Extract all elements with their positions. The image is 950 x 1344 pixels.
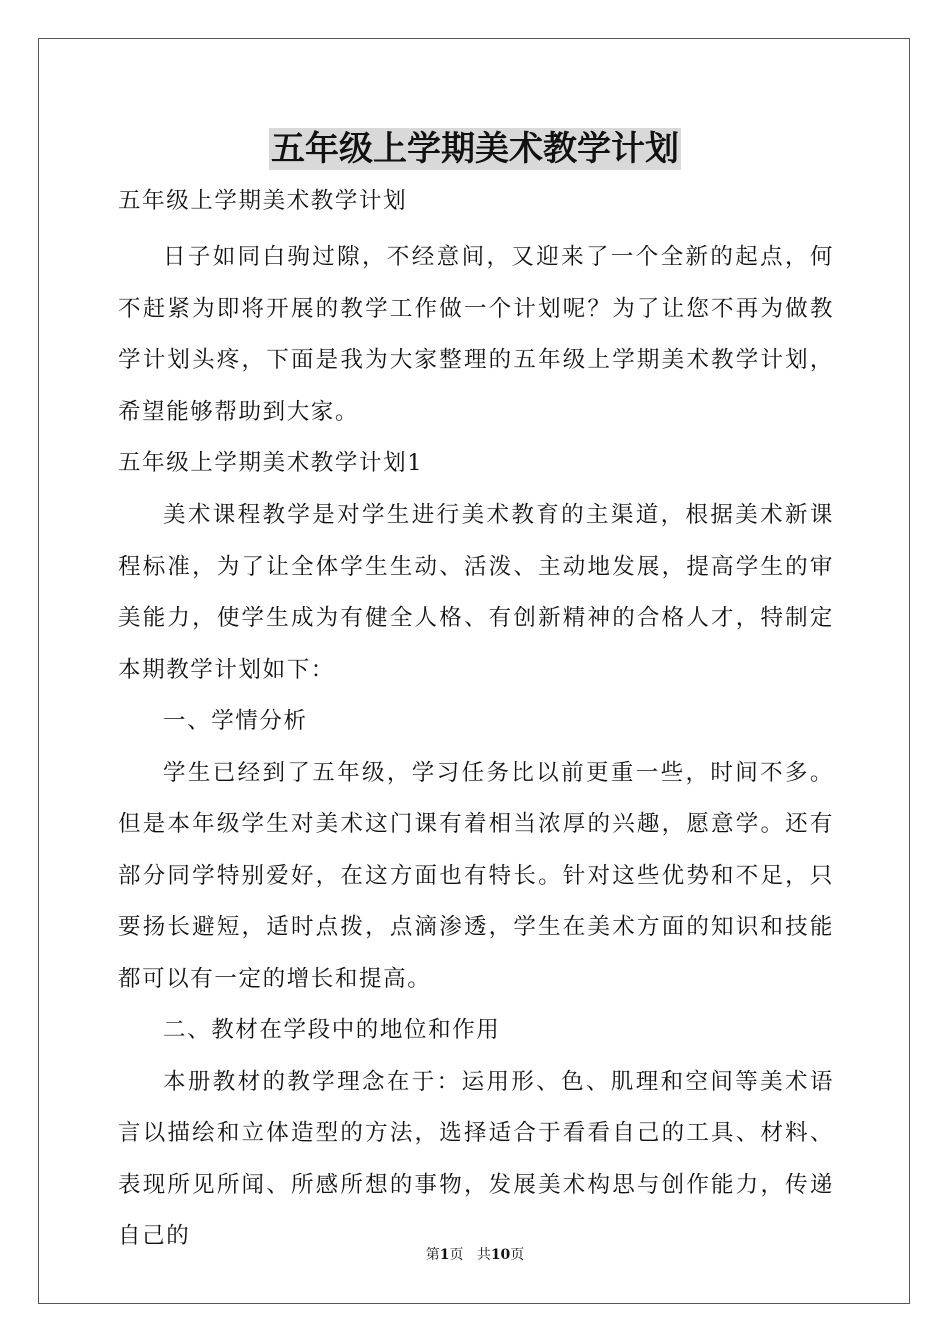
title-container [0,128,950,170]
paragraph-2: 学生已经到了五年级，学习任务比以前更重一些，时间不多。但是本年级学生对美术这门课有着相当浓厚的兴趣，愿意学。还有部分同学特别爱好，在这方面也有特长。针对这些优势和不足，只要扬长避短，适时点拨，点滴渗透，学生在美术方面的知识和技能都可以有一定的增长和提高。 [118,759,834,992]
footer-total-suffix: 页 [510,1247,525,1263]
page-footer [0,1245,950,1265]
heading-plan-1: 五年级上学期美术教学计划1 [118,450,424,476]
footer-page-suffix: 页 [449,1247,464,1263]
heading-plan: 五年级上学期美术教学计划 [118,188,408,214]
footer-page-total: 10 [490,1247,511,1263]
section-heading-2: 二、教材在学段中的地位和作用 [163,1017,501,1043]
document-body [118,178,834,1263]
paragraph-1: 美术课程教学是对学生进行美术教育的主渠道，根据美术新课程标准，为了让全体学生生动、活泼、主动地发展，提高学生的审美能力，使学生成为有健全人格、有创新精神的合格人才，特制定本期教学计划如下： [118,502,834,683]
section-heading-1: 一、学情分析 [163,708,308,734]
footer-page-current: 1 [439,1247,450,1263]
footer-page-prefix: 第 [425,1247,440,1263]
footer-total-prefix: 共 [476,1247,491,1263]
paragraph-3: 本册教材的教学理念在于：运用形、色、肌理和空间等美术语言以描绘和立体造型的方法，选择适合于看看自己的工具、材料、表现所见所闻、所感所想的事物，发展美术构思与创作能力，传递自己的 [118,1068,834,1249]
intro-paragraph: 日子如同白驹过隙，不经意间，又迎来了一个全新的起点，何不赶紧为即将开展的教学工作做一个计划呢？为了让您不再为做教学计划头疼，下面是我为大家整理的五年级上学期美术教学计划，希望能够帮助到大家。 [118,244,834,425]
document-title: 五年级上学期美术教学计划 [271,129,679,169]
